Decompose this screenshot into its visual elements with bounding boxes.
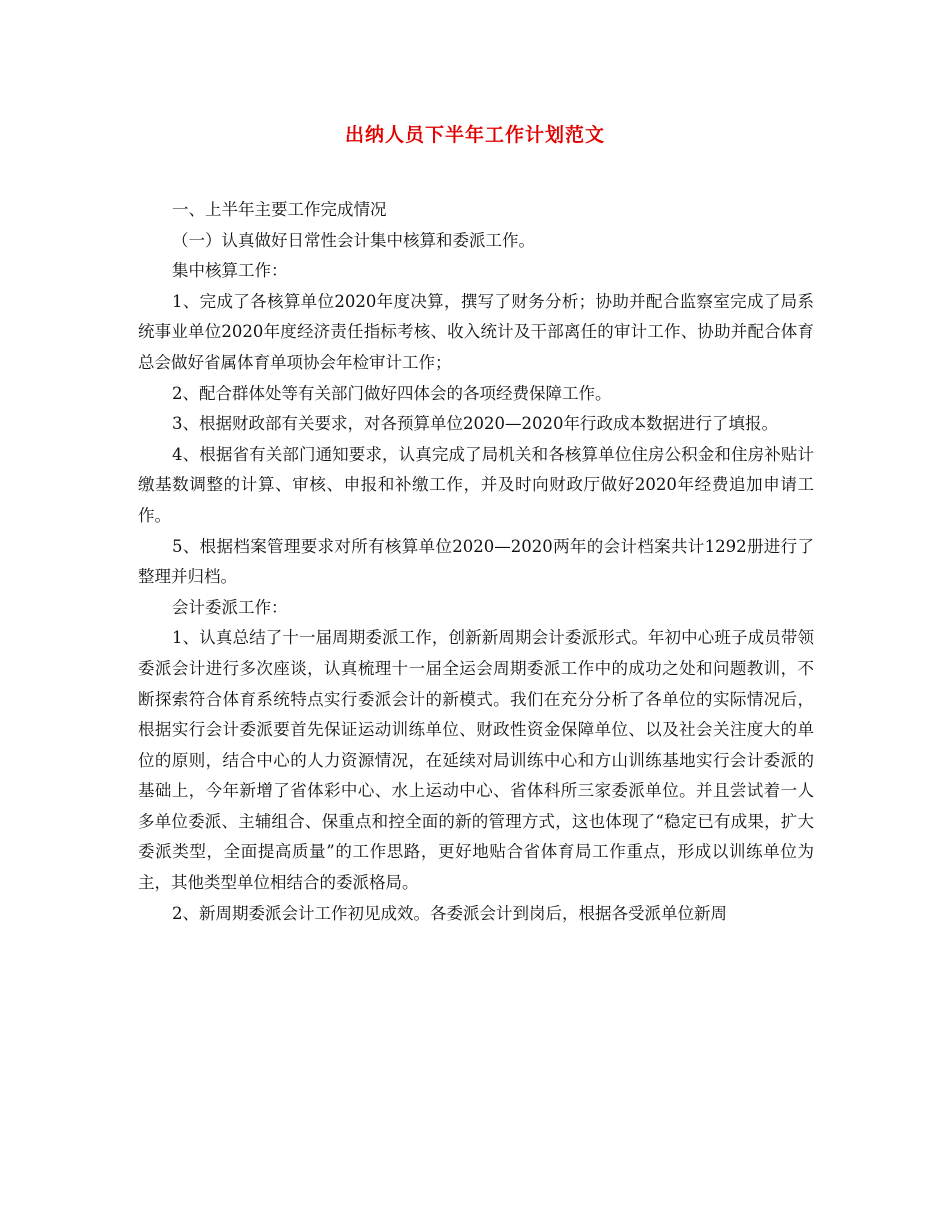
paragraph: 3、根据财政部有关要求，对各预算单位2020—2020年行政成本数据进行了填报。 [172,414,778,434]
paragraph: 1、认真总结了十一届周期委派工作，创新新周期会计委派形式。年初中心班子成员带领委派会计进行多次座谈，认真梳理十一届全运会周期委派工作中的成功之处和问题教训，不断探索符合体育系统特点实行委派会计的新模式。我们在充分分析了各单位的实际情况后，根据实行会计委派要首先保证运动训练单位、财政性资金保障单位、以及社会关注度大的单位的原则，结合中心的人力资源情况，在延续对局训练中心和方山训练基地实行会计委派的基础上，今年新增了省体彩中心、水上运动中心、省体科所三家委派单位。并且尝试着一人多单位委派、主辅组合、保重点和控全面的新的管理方式，这也体现了“稳定已有成果，扩大委派类型，全面提高质量”的工作思路，更好地贴合省体育局工作重点，形成以训练单位为主，其他类型单位相结合的委派格局。 [138,628,814,893]
topic-heading: 会计委派工作： [172,597,288,617]
paragraph: 2、新周期委派会计工作初见成效。各委派会计到岗后，根据各受派单位新周 [172,903,727,923]
paragraph: 2、配合群体处等有关部门做好四体会的各项经费保障工作。 [172,383,612,403]
subsection-heading: （一）认真做好日常性会计集中核算和委派工作。 [172,230,535,250]
paragraph: 1、完成了各核算单位2020年度决算，撰写了财务分析；协助并配合监察室完成了局系统事业单位2020年度经济责任指标考核、收入统计及干部离任的审计工作、协助并配合体育总会做好省属体育单项协会年检审计工作； [138,291,814,372]
section-heading: 一、上半年主要工作完成情况 [172,200,387,219]
paragraph: 4、根据省有关部门通知要求，认真完成了局机关和各核算单位住房公积金和住房补贴计缴基数调整的计算、审核、申报和补缴工作，并及时向财政厅做好2020年经费追加申请工作。 [138,444,814,525]
topic-heading: 集中核算工作： [172,261,288,281]
paragraph: 5、根据档案管理要求对所有核算单位2020—2020两年的会计档案共计1292册进行了整理并归档。 [138,536,814,587]
document-title: 出纳人员下半年工作计划范文 [344,124,605,146]
document-body [138,195,814,929]
